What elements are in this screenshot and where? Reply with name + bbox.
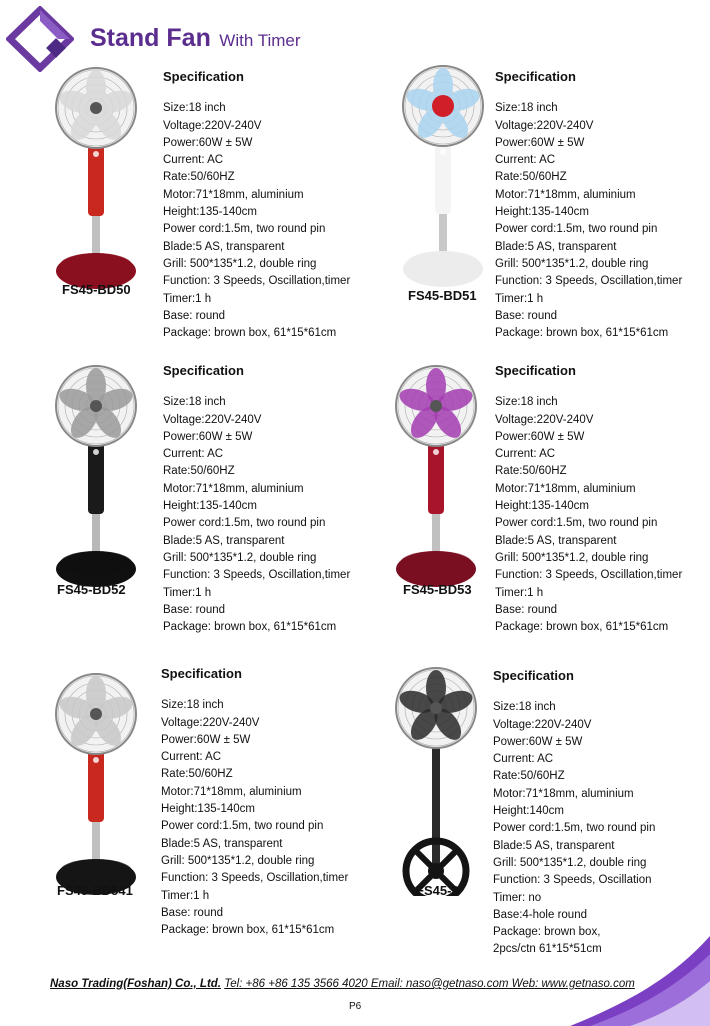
specification-list xyxy=(163,362,350,636)
spec-line: Voltage:220V-240V xyxy=(163,119,262,132)
spec-line: Power cord:1.5m, two round pin xyxy=(495,223,658,236)
spec-line: Power cord:1.5m, two round pin xyxy=(163,517,326,530)
spec-line: Rate:50/60HZ xyxy=(495,465,567,478)
spec-line: Size:18 inch xyxy=(493,701,556,714)
spec-line: Height:140cm xyxy=(493,805,564,818)
spec-line: Height:135-140cm xyxy=(495,500,589,513)
page-number: P6 xyxy=(349,1001,362,1012)
title-sub: With Timer xyxy=(219,31,301,50)
spec-line: Motor:71*18mm, aluminium xyxy=(163,482,304,495)
spec-line: Function: 3 Speeds, Oscillation,timer xyxy=(163,569,351,582)
spec-line: Power:60W ± 5W xyxy=(161,733,251,746)
spec-line: Rate:50/60HZ xyxy=(495,171,567,184)
spec-line: Timer:1 h xyxy=(163,292,212,305)
spec-line: Motor:71*18mm, aluminium xyxy=(493,787,634,800)
spec-line: Motor:71*18mm, aluminium xyxy=(161,785,302,798)
spec-line: Current: AC xyxy=(493,753,554,766)
spec-line: Grill: 500*135*1.2, double ring xyxy=(495,551,649,564)
spec-line: Current: AC xyxy=(163,448,224,461)
model-number: FS45-3 xyxy=(416,883,459,898)
spec-line: Voltage:220V-240V xyxy=(161,716,260,729)
spec-line: Base: round xyxy=(495,603,558,616)
spec-line: Package: brown box, xyxy=(493,926,601,939)
specification-list xyxy=(161,665,348,939)
spec-line: Height:135-140cm xyxy=(161,803,255,816)
spec-line: Timer: no xyxy=(493,891,542,904)
model-number: FS45-BD53 xyxy=(403,582,472,597)
spec-line: Motor:71*18mm, aluminium xyxy=(495,188,636,201)
spec-line: Function: 3 Speeds, Oscillation,timer xyxy=(161,872,349,885)
spec-line: Height:135-140cm xyxy=(163,206,257,219)
spec-line: Function: 3 Speeds, Oscillation,timer xyxy=(495,275,683,288)
spec-line: Blade:5 AS, transparent xyxy=(161,837,283,850)
spec-line: Size:18 inch xyxy=(161,699,224,712)
spec-line: Timer:1 h xyxy=(495,292,544,305)
spec-line: Function: 3 Speeds, Oscillation,timer xyxy=(163,275,351,288)
spec-line: Timer:1 h xyxy=(495,586,544,599)
spec-line: Power:60W ± 5W xyxy=(495,136,585,149)
spec-line: Motor:71*18mm, aluminium xyxy=(495,482,636,495)
spec-line: Voltage:220V-240V xyxy=(495,119,594,132)
spec-line: Function: 3 Speeds, Oscillation,timer xyxy=(495,569,683,582)
spec-line: Voltage:220V-240V xyxy=(163,413,262,426)
spec-line: Grill: 500*135*1.2, double ring xyxy=(163,257,317,270)
spec-line: Power cord:1.5m, two round pin xyxy=(495,517,658,530)
specification-list xyxy=(163,68,350,342)
spec-line: Motor:71*18mm, aluminium xyxy=(163,188,304,201)
spec-line: Current: AC xyxy=(163,154,224,167)
specification-list xyxy=(495,362,682,636)
spec-line: Size:18 inch xyxy=(163,396,226,409)
contact-info: Tel: +86 +86 135 3566 4020 Email: naso@getnaso.com Web: www.getnaso.com xyxy=(224,978,635,990)
spec-line: Rate:50/60HZ xyxy=(493,770,565,783)
spec-line: Grill: 500*135*1.2, double ring xyxy=(495,257,649,270)
spec-line: Size:18 inch xyxy=(495,396,558,409)
stand-fan-image xyxy=(48,66,144,301)
stand-fan-image xyxy=(395,64,491,299)
specification-heading: Specification xyxy=(493,668,574,683)
spec-line: Power cord:1.5m, two round pin xyxy=(493,822,656,835)
spec-line: Current: AC xyxy=(495,448,556,461)
spec-line: Base: round xyxy=(495,309,558,322)
spec-line: Power:60W ± 5W xyxy=(163,430,253,443)
specification-heading: Specification xyxy=(161,666,242,681)
stand-fan-image xyxy=(388,666,484,901)
spec-line: Power:60W ± 5W xyxy=(163,136,253,149)
spec-line: Grill: 500*135*1.2, double ring xyxy=(493,856,647,869)
spec-line: Size:18 inch xyxy=(495,102,558,115)
spec-line: Rate:50/60HZ xyxy=(161,768,233,781)
model-number: FS45-BD541 xyxy=(57,883,133,898)
spec-line: Grill: 500*135*1.2, double ring xyxy=(163,551,317,564)
spec-line: Base: round xyxy=(161,906,224,919)
stand-fan-image xyxy=(388,364,484,599)
model-number: FS45-BD52 xyxy=(57,582,126,597)
spec-line: Blade:5 AS, transparent xyxy=(163,240,285,253)
company-logo xyxy=(6,6,74,72)
spec-line: Grill: 500*135*1.2, double ring xyxy=(161,854,315,867)
spec-line: Height:135-140cm xyxy=(495,206,589,219)
spec-line: Power:60W ± 5W xyxy=(493,735,583,748)
spec-line: Package: brown box, 61*15*61cm xyxy=(495,621,669,634)
spec-line: Rate:50/60HZ xyxy=(163,171,235,184)
spec-line: Package: brown box, 61*15*61cm xyxy=(495,327,669,340)
spec-line: Current: AC xyxy=(495,154,556,167)
spec-line: Voltage:220V-240V xyxy=(495,413,594,426)
spec-line: Power cord:1.5m, two round pin xyxy=(163,223,326,236)
spec-line: Base: round xyxy=(163,603,226,616)
spec-line: 2pcs/ctn 61*15*51cm xyxy=(493,943,602,956)
spec-line: Height:135-140cm xyxy=(163,500,257,513)
model-number: FS45-BD50 xyxy=(62,282,131,297)
specification-list xyxy=(495,68,682,342)
stand-fan-image xyxy=(48,672,144,907)
model-number: FS45-BD51 xyxy=(408,288,477,303)
decorative-swoosh xyxy=(570,936,710,1026)
page-title xyxy=(90,24,301,53)
spec-line: Power cord:1.5m, two round pin xyxy=(161,820,324,833)
spec-line: Blade:5 AS, transparent xyxy=(163,534,285,547)
spec-line: Timer:1 h xyxy=(163,586,212,599)
spec-line: Blade:5 AS, transparent xyxy=(495,534,617,547)
spec-line: Base:4-hole round xyxy=(493,908,587,921)
spec-line: Package: brown box, 61*15*61cm xyxy=(163,621,337,634)
spec-line: Blade:5 AS, transparent xyxy=(495,240,617,253)
spec-line: Function: 3 Speeds, Oscillation xyxy=(493,874,652,887)
title-main: Stand Fan xyxy=(90,24,211,52)
spec-line: Timer:1 h xyxy=(161,889,210,902)
specification-list xyxy=(493,667,655,959)
spec-line: Rate:50/60HZ xyxy=(163,465,235,478)
spec-line: Size:18 inch xyxy=(163,102,226,115)
spec-line: Blade:5 AS, transparent xyxy=(493,839,615,852)
specification-heading: Specification xyxy=(495,363,576,378)
specification-heading: Specification xyxy=(163,363,244,378)
spec-line: Package: brown box, 61*15*61cm xyxy=(161,924,335,937)
spec-line: Current: AC xyxy=(161,751,222,764)
stand-fan-image xyxy=(48,364,144,599)
specification-heading: Specification xyxy=(163,69,244,84)
spec-line: Base: round xyxy=(163,309,226,322)
company-name: Naso Trading(Foshan) Co., Ltd. xyxy=(50,978,222,990)
footer-contact-line xyxy=(50,978,635,990)
spec-line: Power:60W ± 5W xyxy=(495,430,585,443)
spec-line: Voltage:220V-240V xyxy=(493,718,592,731)
spec-line: Package: brown box, 61*15*61cm xyxy=(163,327,337,340)
specification-heading: Specification xyxy=(495,69,576,84)
